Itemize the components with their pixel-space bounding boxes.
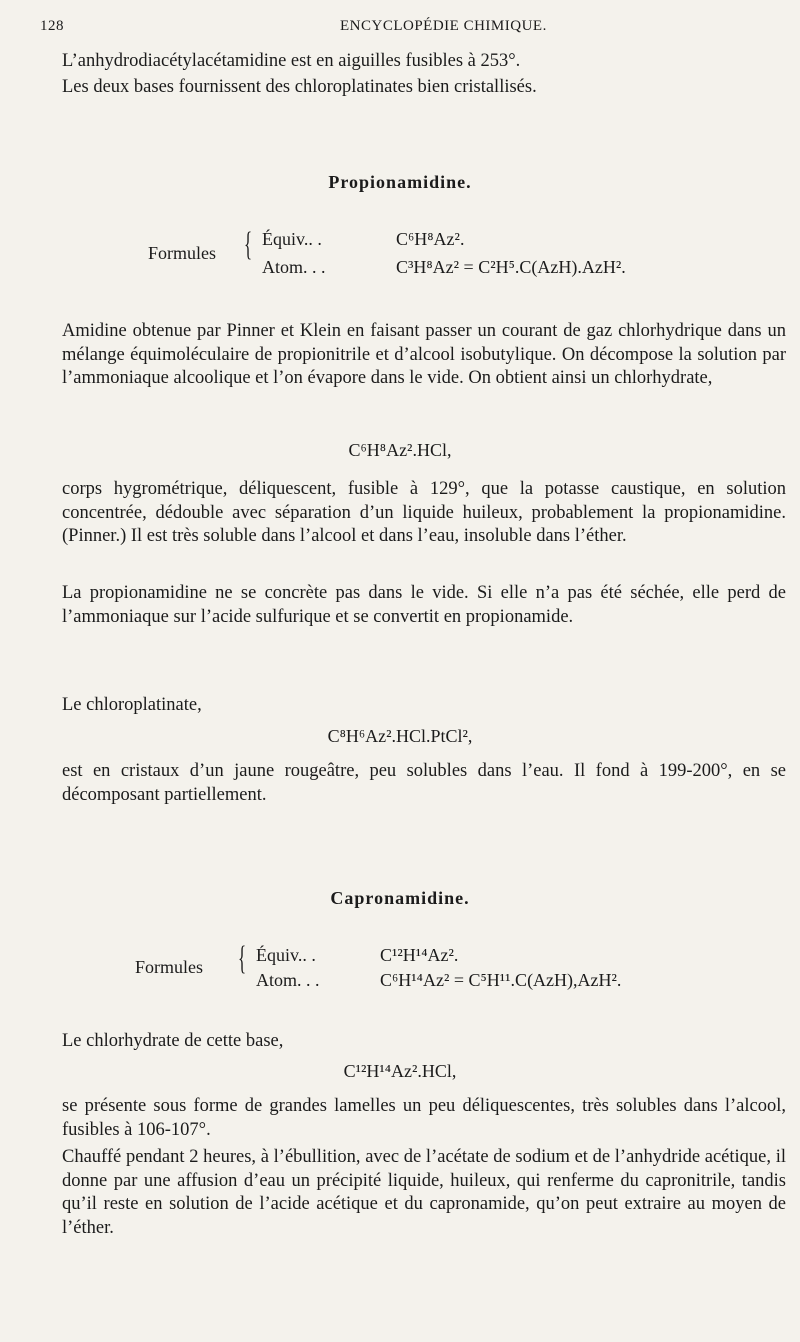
page-number: 128 [40, 18, 64, 34]
equiv-formula: C⁶H⁸Az². [396, 229, 465, 249]
equiv-label: Équiv.. . [256, 945, 316, 965]
paragraph: La propionamidine ne se concrète pas dans le vide. Si elle n’a pas été séchée, elle perd de l’ammoniaque sur l’acide sulfurique et se convertit en propionamide. [62, 583, 786, 627]
paragraph: est en cristaux d’un jaune rougeâtre, peu solubles dans l’eau. Il fond à 199-200°, en se décomposant partiellement. [62, 761, 786, 805]
paragraph: Chauffé pendant 2 heures, à l’ébullition, avec de l’acétate de sodium et de l’anhydride acétique, il donne par une affusion d’eau un précipité liquide, huileux, qui renferme du capronitrile, tandis qu’il reste en solution de l’acide acétique et du capronamide, qu’on peut extraire au moyen de l’éther. [62, 1147, 786, 1238]
equiv-label: Équiv.. . [262, 229, 322, 249]
section-title-propionamidine: Propionamidine. [328, 172, 472, 192]
section-title-capronamidine: Capronamidine. [330, 888, 470, 908]
intro-line-2: Les deux bases fournissent des chloroplatinates bien cristallisés. [62, 77, 537, 97]
equiv-formula: C¹²H¹⁴Az². [380, 945, 459, 965]
formula-chloroplatinate: C⁸H⁶Az².HCl.PtCl², [327, 726, 473, 746]
paragraph: se présente sous forme de grandes lamelles un peu déliquescentes, très solubles dans l’alcool, fusibles à 106-107°. [62, 1096, 786, 1140]
paragraph: corps hygrométrique, déliquescent, fusible à 129°, que la potasse caustique, en solution concentrée, dédouble avec séparation d’un liquide huileux, probablement la propionamidine. (Pinner.) Il est très soluble dans l’alcool et dans l’eau, insoluble dans l’éther. [62, 479, 786, 546]
formula-brace: { [244, 226, 253, 263]
atom-formula: C³H⁸Az² = C²H⁵.C(AzH).AzH². [396, 257, 626, 277]
intro-line-1: L’anhydrodiacétylacétamidine est en aiguilles fusibles à 253°. [62, 51, 521, 71]
formula-hydrochloride: C¹²H¹⁴Az².HCl, [343, 1061, 457, 1081]
formulas-label: Formules [135, 957, 204, 977]
paragraph: Amidine obtenue par Pinner et Klein en faisant passer un courant de gaz chlorhydrique dans un mélange équimoléculaire de propionitrile et d’alcool isobutylique. On décompose la solution par l’ammoniaque alcoolique et l’on évapore dans le vide. On obtient ainsi un chlorhydrate, [62, 321, 786, 388]
running-title: ENCYCLOPÉDIE CHIMIQUE. [340, 18, 547, 34]
formula-brace: { [238, 940, 247, 977]
atom-label: Atom. . . [262, 257, 326, 277]
paragraph: Le chloroplatinate, [62, 695, 202, 715]
formulas-label: Formules [148, 243, 217, 263]
formula-hydrochloride: C⁶H⁸Az².HCl, [348, 440, 452, 460]
atom-label: Atom. . . [256, 970, 320, 990]
paragraph: Le chlorhydrate de cette base, [62, 1031, 284, 1051]
atom-formula: C⁶H¹⁴Az² = C⁵H¹¹.C(AzH),AzH². [380, 970, 622, 990]
